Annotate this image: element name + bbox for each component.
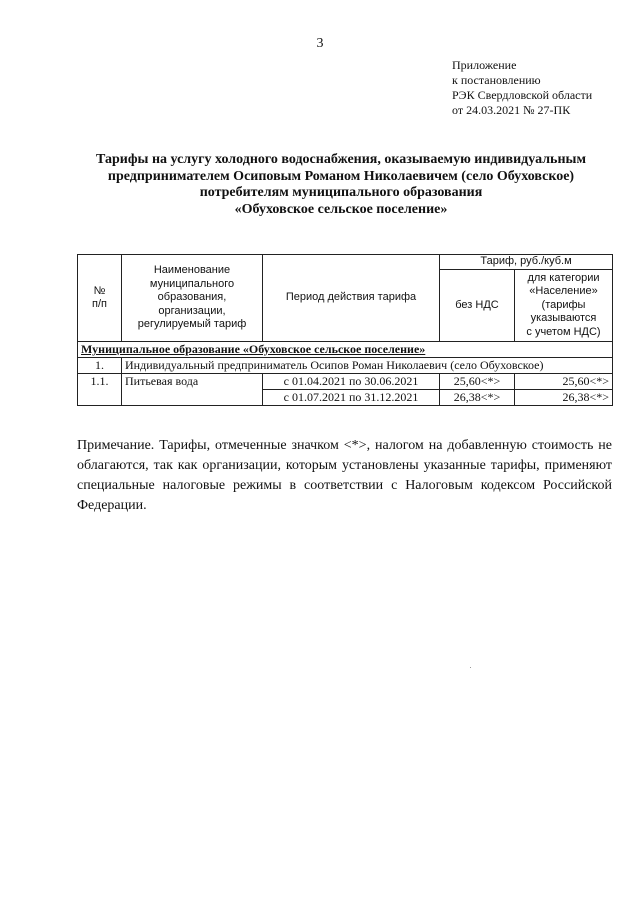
header-population-line: указываются: [530, 312, 597, 325]
header-name: [122, 255, 263, 342]
scan-speck: [470, 667, 471, 668]
appendix-line: от 24.03.2021 № 27-ПК: [452, 103, 571, 117]
header-num-line: п/п: [92, 298, 107, 310]
header-name-line: регулируемый тариф: [137, 318, 247, 331]
title-line: Тарифы на услугу холодного водоснабжения, оказываемую индивидуальным: [95, 152, 586, 167]
header-name-line: организации,: [158, 304, 226, 317]
page-number: 3: [316, 36, 324, 51]
header-population-line: (тарифы: [541, 298, 586, 311]
document-title: [70, 152, 612, 218]
tariff-no-vat: 25,60<*>: [440, 374, 515, 390]
appendix-block: [452, 58, 592, 118]
org-num: 1.: [78, 358, 122, 374]
header-population: [515, 270, 613, 342]
header-num: [78, 255, 122, 342]
note: [77, 436, 612, 516]
header-population-line: «Население»: [529, 285, 598, 298]
tariff-population: 26,38<*>: [515, 390, 613, 406]
title-line: потребителям муниципального образования: [199, 185, 483, 200]
header-period: Период действия тарифа: [263, 255, 440, 342]
header-name-line: образования,: [157, 291, 227, 304]
appendix-line: Приложение: [452, 58, 517, 72]
header-population-line: для категории: [527, 271, 600, 284]
header-no-vat: без НДС: [440, 270, 515, 342]
note-text: Примечание. Тарифы, отмеченные значком <*>, налогом на добавленную стоимость не облагаются, так как организации, которым установлены указанные тарифы, применяют специальные налоговые режимы в соответствии с Налоговым кодексом Российской Федерации.: [77, 438, 612, 513]
header-population-line: с учетом НДС): [526, 325, 601, 338]
municipality-row: [78, 342, 613, 358]
header-tariff-group: Тариф, руб./куб.м: [440, 255, 613, 270]
org-name: Индивидуальный предприниматель Осипов Роман Николаевич (село Обуховское): [122, 358, 613, 374]
period-cell: с 01.07.2021 по 31.12.2021: [263, 390, 440, 406]
header-name-line: муниципального: [149, 277, 235, 290]
tariff-no-vat: 26,38<*>: [440, 390, 515, 406]
appendix-line: к постановлению: [452, 73, 541, 87]
header-num-line: №: [93, 284, 106, 297]
appendix-line: РЭК Свердловской области: [452, 88, 593, 102]
tariff-table: [77, 254, 613, 406]
title-line: «Обуховское сельское поселение»: [234, 201, 448, 217]
header-name-line: Наименование: [153, 264, 231, 277]
tariff-population: 25,60<*>: [515, 374, 613, 390]
service-num: 1.1.: [78, 374, 122, 406]
service-name: Питьевая вода: [122, 374, 263, 406]
title-line: предпринимателем Осиповым Романом Николаевичем (село Обуховское): [107, 168, 575, 184]
municipality-name: Муниципальное образование «Обуховское сельское поселение»: [81, 342, 426, 356]
period-cell: с 01.04.2021 по 30.06.2021: [263, 374, 440, 390]
